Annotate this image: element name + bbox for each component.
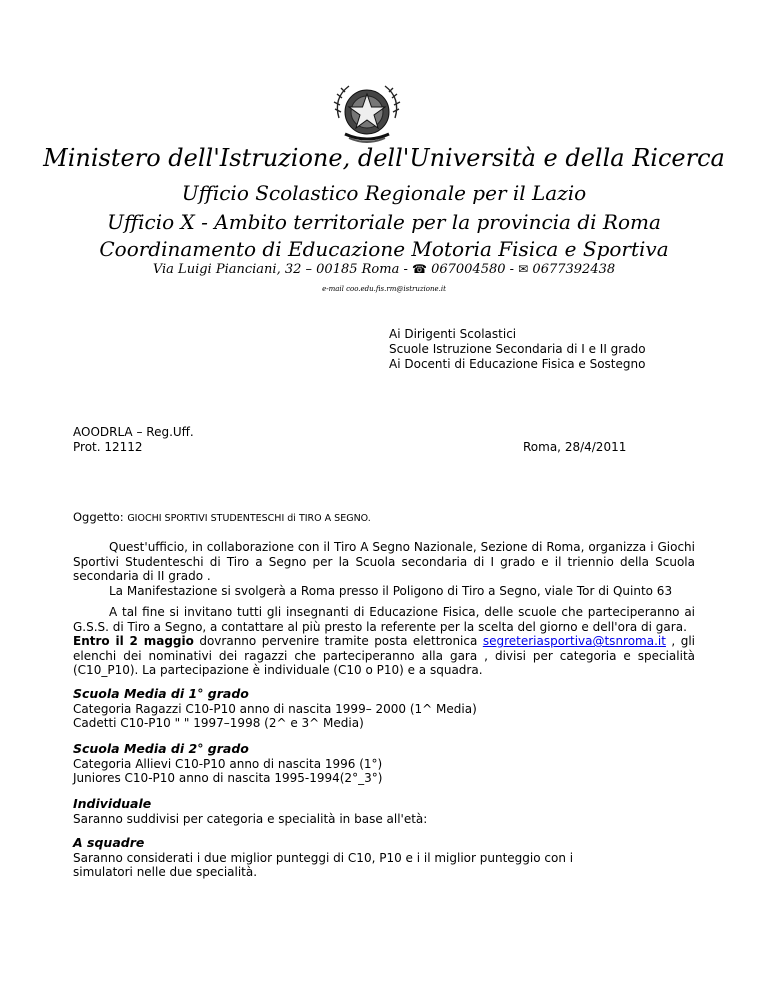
instructions-paragraph <box>73 605 695 678</box>
document-date: Roma, 28/4/2011 <box>523 440 627 454</box>
subject-label: Oggetto: <box>73 510 124 524</box>
phone-icon: ☎ <box>412 262 427 276</box>
section-line: simulatori nelle due specialità. <box>73 865 258 879</box>
recipient-line: Scuole Istruzione Secondaria di I e II grado <box>389 342 646 356</box>
fax-icon: ✉ <box>518 262 529 276</box>
protocol-number: Prot. 12112 <box>73 440 143 454</box>
section-middle-school-2 <box>73 742 382 786</box>
phone-number: 067004580 <box>431 262 506 277</box>
recipients-block <box>389 327 646 372</box>
section-line: Categoria Allievi C10-P10 anno di nascita 1996 (1°) <box>73 756 383 771</box>
fax-separator: - <box>505 262 519 277</box>
ministry-name: Ministero dell'Istruzione, dell'Università e della Ricerca <box>43 144 725 172</box>
deadline-body-end: , gli elenchi dei nominativi dei ragazzi che parteciperanno alla gara , divisi per categoria e specialità (C10_P10). La partecipazione è individuale (C10 o P10) e a squadra. <box>73 634 696 677</box>
section-heading: Scuola Media di 2° grado <box>73 741 249 756</box>
coordination-name: Coordinamento di Educazione Motoria Fisica e Sportiva <box>99 237 669 261</box>
section-middle-school-1 <box>73 687 477 731</box>
paragraph-deadline <box>73 634 695 678</box>
protocol-block <box>73 425 194 455</box>
deadline-body: dovranno pervenire tramite posta elettronica <box>193 634 483 648</box>
section-line: Juniores C10-P10 anno di nascita 1995-1994(2°_3°) <box>73 771 383 785</box>
section-line: Saranno suddivisi per categoria e specialità in base all'età: <box>73 811 428 826</box>
section-heading: Scuola Media di 1° grado <box>73 686 249 701</box>
section-heading: A squadre <box>73 835 145 850</box>
section-individual <box>73 797 427 826</box>
address-line <box>0 262 768 277</box>
paragraph-invitation: A tal fine si invitano tutti gli insegnanti di Educazione Fisica, delle scuole che parteciperanno ai G.S.S. di Tiro a Segno, a contattare al più presto la referente per la scelta del giorno e dell'ora di gara. <box>73 605 695 634</box>
recipient-line: Ai Dirigenti Scolastici <box>389 327 517 341</box>
intro-paragraph <box>73 540 695 598</box>
recipient-line: Ai Docenti di Educazione Fisica e Sostegno <box>389 357 646 371</box>
email-link[interactable]: segreteriasportiva@tsnroma.it <box>482 634 666 648</box>
subject-line <box>73 510 371 524</box>
subject-text: GIOCHI SPORTIVI STUDENTESCHI di TIRO A SEGNO. <box>127 513 371 524</box>
protocol-reg: AOODRLA – Reg.Uff. <box>73 425 194 439</box>
section-line: Categoria Ragazzi C10-P10 anno di nascita 1999– 2000 (1^ Media) <box>73 701 477 716</box>
regional-office: Ufficio Scolastico Regionale per il Lazio <box>181 181 587 205</box>
email-line: e-mail coo.edu.fis.rm@istruzione.it <box>322 285 446 293</box>
section-line: Saranno considerati i due miglior punteggi di C10, P10 e i il miglior punteggio con i <box>73 850 574 865</box>
section-line: Cadetti C10-P10 " " 1997–1998 (2^ e 3^ Media) <box>73 716 364 730</box>
paragraph-collaboration: Quest'ufficio, in collaborazione con il Tiro A Segno Nazionale, Sezione di Roma, organizza i Giochi Sportivi Studenteschi di Tiro a Segno per la Scuola secondaria di I grado e il triennio della Scuola secondaria di II grado . <box>73 540 695 583</box>
deadline-text: Entro il 2 maggio <box>73 634 194 648</box>
paragraph-venue: La Manifestazione si svolgerà a Roma presso il Poligono di Tiro a Segno, viale Tor di Quinto 63 <box>109 583 673 598</box>
italian-republic-emblem <box>327 78 407 148</box>
section-heading: Individuale <box>73 796 152 811</box>
address-text: Via Luigi Pianciani, 32 – 00185 Roma - <box>152 262 408 277</box>
office-x: Ufficio X - Ambito territoriale per la provincia di Roma <box>107 210 661 234</box>
section-teams <box>73 836 573 880</box>
fax-number: 0677392438 <box>532 262 616 277</box>
